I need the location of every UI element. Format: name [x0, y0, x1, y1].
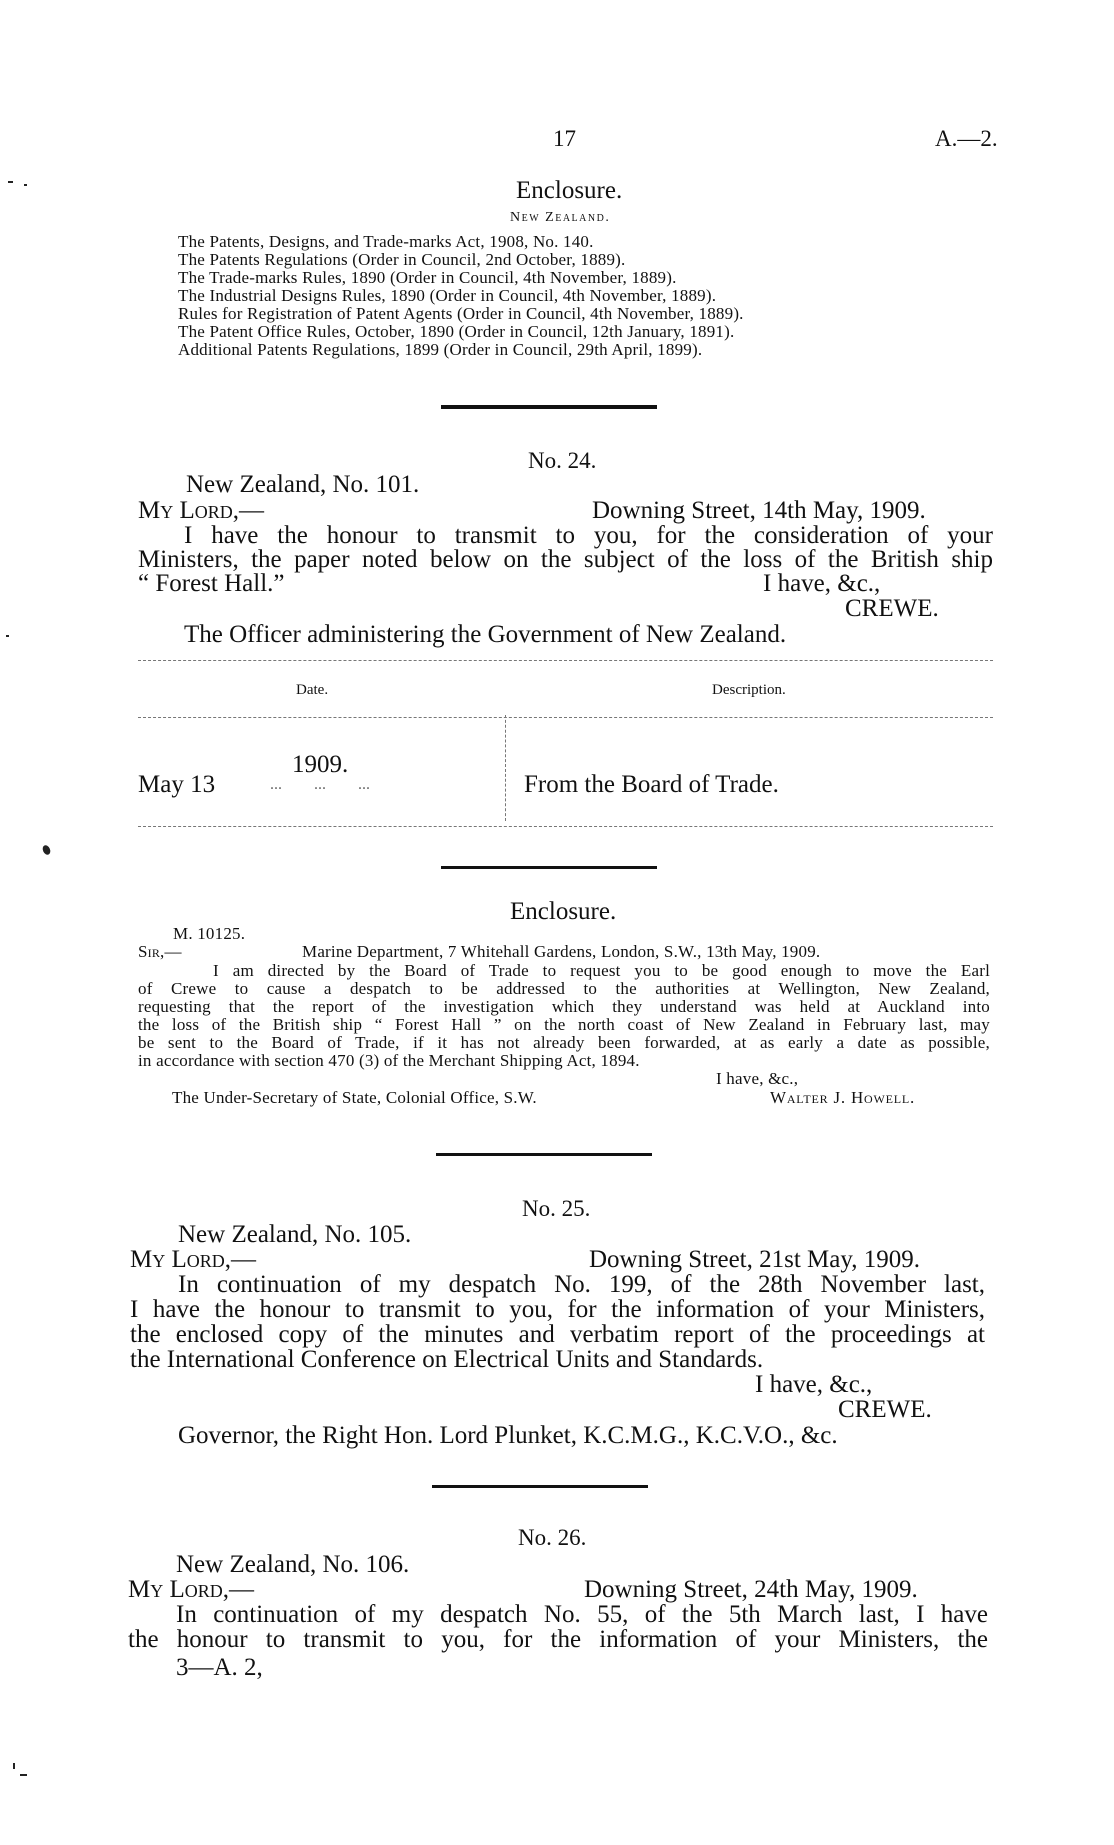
table-cell-leaders: ... ... ...	[270, 776, 370, 793]
scan-speck	[24, 184, 27, 186]
despatch-number: No. 25.	[522, 1196, 591, 1221]
place-date: Marine Department, 7 Whitehall Gardens, London, S.W., 13th May, 1909.	[302, 942, 821, 961]
table-cell-date: May 13	[138, 771, 216, 798]
document-reference: A.—2.	[935, 126, 998, 151]
addressee: The Officer administering the Government of New Zealand.	[184, 621, 787, 648]
section-divider	[441, 866, 657, 869]
closing: I have, &c.,	[716, 1069, 799, 1088]
section-divider	[441, 405, 657, 409]
salutation: My Lord,—	[138, 497, 265, 524]
table-column-divider	[505, 715, 506, 821]
list-item: The Patents, Designs, and Trade-marks Act, 1908, No. 140.	[178, 232, 594, 251]
addressee: Governor, the Right Hon. Lord Plunket, K.C.M.G., K.C.V.O., &c.	[178, 1422, 838, 1449]
body-line: In continuation of my despatch No. 55, of the 5th March last, I have	[176, 1601, 988, 1628]
despatch-reference: New Zealand, No. 101.	[186, 471, 420, 498]
body-line: be sent to the Board of Trade, if it has not already been forwarded, at as early a date as possible,	[138, 1033, 990, 1052]
body-line: in accordance with section 470 (3) of the Merchant Shipping Act, 1894.	[138, 1051, 640, 1070]
place-date: Downing Street, 14th May, 1909.	[592, 497, 926, 524]
table-header-date: Date.	[296, 682, 329, 698]
body-line: Ministers, the paper noted below on the subject of the loss of the British ship	[138, 546, 993, 573]
list-item: Rules for Registration of Patent Agents (Order in Council, 4th November, 1889).	[178, 304, 744, 323]
salutation: My Lord,—	[128, 1576, 255, 1603]
table-year: 1909.	[292, 751, 349, 778]
closing: I have, &c.,	[763, 570, 881, 597]
body-line: I have the honour to transmit to you, for the information of your Ministers,	[130, 1296, 985, 1323]
despatch-reference: New Zealand, No. 106.	[176, 1551, 410, 1578]
section-divider	[432, 1485, 648, 1488]
signature-mark: 3—A. 2,	[176, 1654, 263, 1681]
list-item: The Patent Office Rules, October, 1890 (Order in Council, 12th January, 1891).	[178, 322, 735, 341]
signature: CREWE.	[845, 595, 939, 622]
page-number: 17	[553, 126, 576, 151]
enclosure-reference: M. 10125.	[173, 924, 246, 943]
enclosure-heading: Enclosure.	[516, 177, 623, 204]
body-line: In continuation of my despatch No. 199, of the 28th November last,	[178, 1271, 985, 1298]
body-line: “ Forest Hall.”	[138, 570, 285, 597]
body-line: of Crewe to cause a despatch to be addressed to the authorities at Wellington, New Zealand,	[138, 979, 990, 998]
scan-speck	[6, 635, 9, 637]
table-cell-description: From the Board of Trade.	[524, 771, 779, 798]
body-line: the International Conference on Electrical Units and Standards.	[130, 1346, 764, 1373]
closing: I have, &c.,	[755, 1371, 873, 1398]
enclosure-subheading: New Zealand.	[510, 210, 611, 225]
despatch-reference: New Zealand, No. 105.	[178, 1221, 412, 1248]
signature: Walter J. Howell.	[770, 1088, 916, 1107]
scan-speck	[20, 1774, 27, 1776]
table-header-description: Description.	[712, 682, 786, 698]
enclosure-heading: Enclosure.	[510, 898, 617, 925]
list-item: The Industrial Designs Rules, 1890 (Order in Council, 4th November, 1889).	[178, 286, 717, 305]
salutation: Sir,—	[138, 942, 182, 961]
body-line: the honour to transmit to you, for the information of your Ministers, the	[128, 1626, 988, 1653]
place-date: Downing Street, 21st May, 1909.	[589, 1246, 920, 1273]
table-rule-top	[138, 660, 993, 661]
section-divider	[436, 1153, 652, 1156]
signature: CREWE.	[838, 1396, 932, 1423]
scan-speck	[8, 181, 13, 183]
body-line: I have the honour to transmit to you, for the consideration of your	[184, 522, 993, 549]
body-line: I am directed by the Board of Trade to request you to be good enough to move the Earl	[213, 961, 990, 980]
body-line: the loss of the British ship “ Forest Hall ” on the north coast of New Zealand in February last, may	[138, 1015, 990, 1034]
scan-speck	[41, 844, 52, 856]
scan-speck	[13, 1763, 15, 1769]
list-item: The Trade-marks Rules, 1890 (Order in Council, 4th November, 1889).	[178, 268, 677, 287]
body-line: requesting that the report of the investigation which they understand was held at Auckland into	[138, 997, 990, 1016]
place-date: Downing Street, 24th May, 1909.	[584, 1576, 918, 1603]
list-item: Additional Patents Regulations, 1899 (Order in Council, 29th April, 1899).	[178, 340, 703, 359]
table-rule-bottom	[138, 826, 993, 827]
despatch-number: No. 26.	[518, 1525, 587, 1550]
salutation: My Lord,—	[130, 1246, 257, 1273]
addressee: The Under-Secretary of State, Colonial Office, S.W.	[172, 1088, 537, 1107]
despatch-number: No. 24.	[528, 448, 597, 473]
body-line: the enclosed copy of the minutes and verbatim report of the proceedings at	[130, 1321, 985, 1348]
list-item: The Patents Regulations (Order in Council, 2nd October, 1889).	[178, 250, 626, 269]
table-rule-header	[138, 717, 993, 718]
